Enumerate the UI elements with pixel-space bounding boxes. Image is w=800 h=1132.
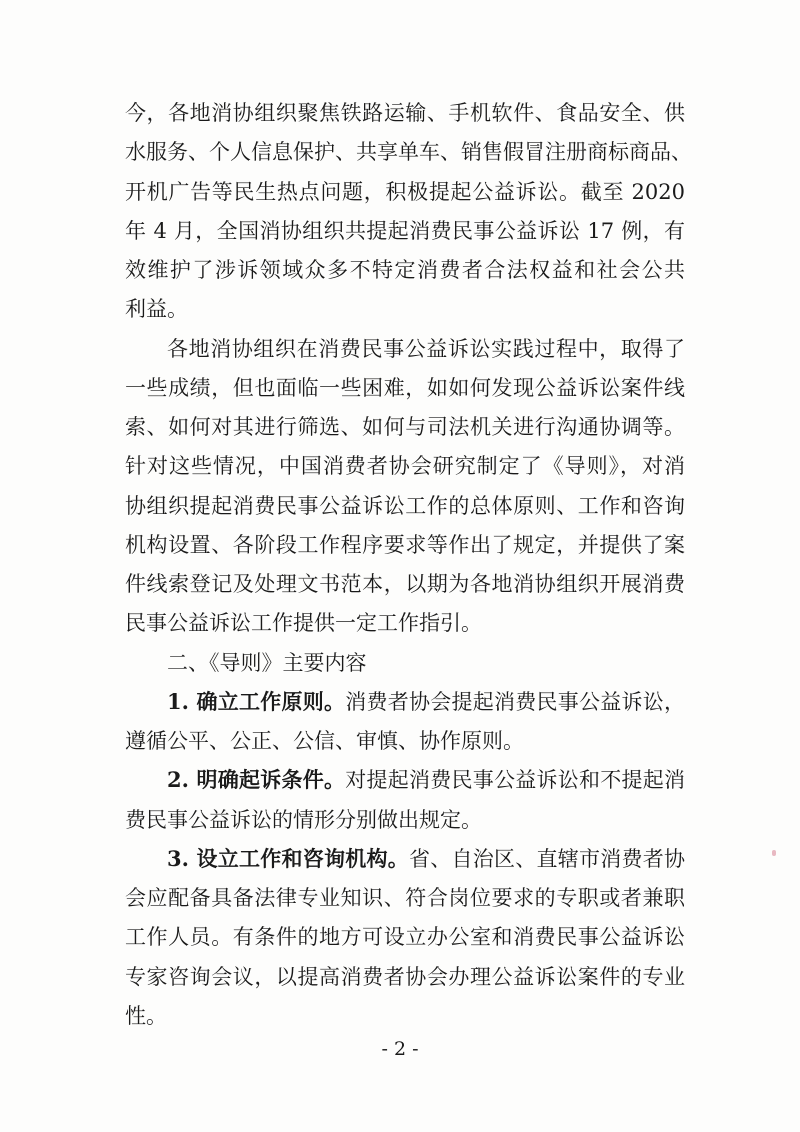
page-number: - 2 - <box>381 1038 419 1060</box>
item-1-line-1 <box>167 686 685 718</box>
item-1-title: 1. 确立工作原则。 <box>167 689 346 714</box>
item-3-title: 3. 设立工作和咨询机构。 <box>167 846 409 871</box>
item-3-text: 省、自治区、直辖市消费者协 <box>409 847 686 871</box>
paragraph-1-line-2: 水服务、个人信息保护、共享单车、销售假冒注册商标商品、 <box>125 140 692 164</box>
paragraph-2-line-5: 协组织提起消费民事公益诉讼工作的总体原则、工作和咨询 <box>125 494 685 518</box>
item-2-text: 对提起消费民事公益诉讼和不提起消 <box>345 768 686 792</box>
paragraph-2-line-3: 索、如何对其进行筛选、如何与司法机关进行沟通协调等。 <box>125 415 685 439</box>
paragraph-1-line-6: 利益。 <box>125 297 188 321</box>
item-3-line-4: 专家咨询会议，以提高消费者协会办理公益诉讼案件的专业 <box>125 965 685 989</box>
paragraph-2-line-1: 各地消协组织在消费民事公益诉讼实践过程中，取得了 <box>167 337 685 361</box>
scan-speck <box>772 850 776 856</box>
paragraph-1-line-3: 开机广告等民生热点问题，积极提起公益诉讼。截至 2020 <box>125 180 685 204</box>
item-2-title: 2. 明确起诉条件。 <box>167 767 346 792</box>
section-heading: 二、《导则》主要内容 <box>167 651 367 675</box>
paragraph-2-line-4: 针对这些情况，中国消费者协会研究制定了《导则》，对消 <box>125 454 685 478</box>
item-3-line-5: 性。 <box>125 1004 167 1028</box>
paragraph-1-line-1: 今，各地消协组织聚焦铁路运输、手机软件、食品安全、供 <box>125 101 685 125</box>
item-2-line-2: 费民事公益诉讼的情形分别做出规定。 <box>125 808 482 832</box>
item-1-text: 消费者协会提起消费民事公益诉讼， <box>345 690 686 714</box>
paragraph-1-line-4: 年 4 月，全国消协组织共提起消费民事公益诉讼 17 例，有 <box>125 219 685 243</box>
item-1-line-2: 遵循公平、公正、公信、审慎、协作原则。 <box>125 729 524 753</box>
item-3-line-1 <box>167 843 685 875</box>
paragraph-1-line-5: 效维护了涉诉领域众多不特定消费者合法权益和社会公共 <box>125 258 685 282</box>
item-3-line-3: 工作人员。有条件的地方可设立办公室和消费民事公益诉讼 <box>125 925 685 949</box>
item-2-line-1 <box>167 764 685 796</box>
paragraph-2-line-8: 民事公益诉讼工作提供一定工作指引。 <box>125 611 482 635</box>
paragraph-2-line-2: 一些成绩，但也面临一些困难，如如何发现公益诉讼案件线 <box>125 376 685 400</box>
paragraph-2-line-7: 件线索登记及处理文书范本，以期为各地消协组织开展消费 <box>125 572 685 596</box>
paragraph-2-line-6: 机构设置、各阶段工作程序要求等作出了规定，并提供了案 <box>125 533 685 557</box>
item-3-line-2: 会应配备具备法律专业知识、符合岗位要求的专职或者兼职 <box>125 886 685 910</box>
